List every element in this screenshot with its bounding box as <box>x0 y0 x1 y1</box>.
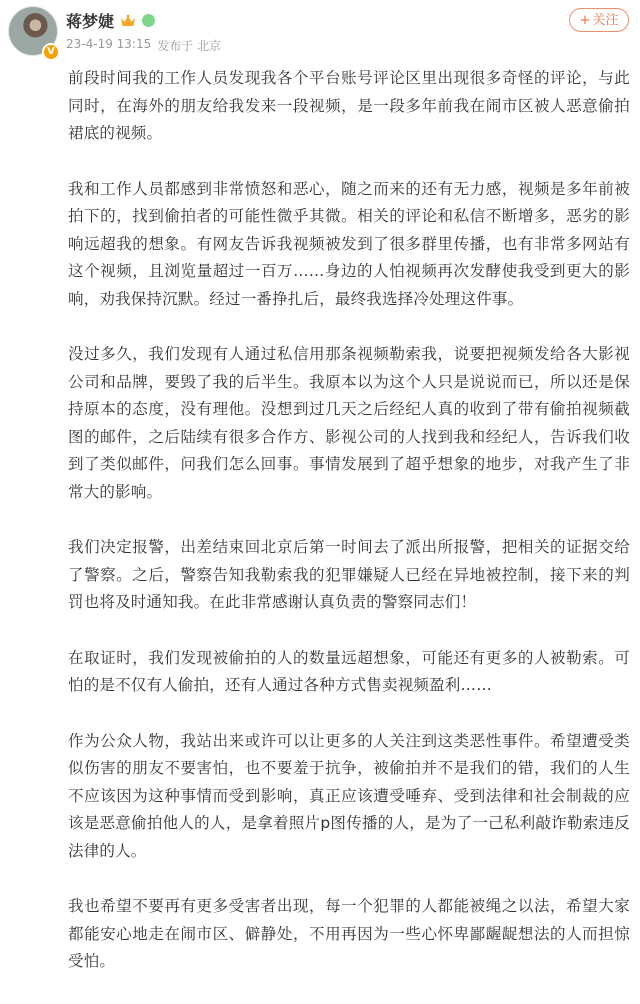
name-row <box>66 9 155 32</box>
post-date: 23-4-19 13:15 <box>66 37 152 51</box>
post-source: 发布于 北京 <box>157 39 222 53</box>
follow-button[interactable] <box>569 8 629 32</box>
verified-badge-icon: V <box>42 43 60 61</box>
post-meta <box>66 37 221 54</box>
post-paragraph: 没过多久，我们发现有人通过私信用那条视频勒索我，说要把视频发给各大影视公司和品牌，要毁了我的后半生。我原本以为这个人只是说说而已，所以还是保持原本的态度，没有理他。没想到过几天之后经纪人真的收到了带有偷拍视频截图的邮件，之后陆续有很多合作方、影视公司的人找到我和经纪人，告诉我们收到了类似邮件，问我们怎么回事。事情发展到了超乎想象的地步，对我产生了非常大的影响。 <box>68 345 630 501</box>
post-content <box>68 65 630 1004</box>
post-paragraph: 我也希望不要再有更多受害者出现，每一个犯罪的人都能被绳之以法，希望大家都能安心地走在闹市区、僻静处，不用再因为一些心怀卑鄙龌龊想法的人而担惊受怕。 <box>68 897 630 970</box>
status-icon <box>142 14 155 27</box>
user-name[interactable]: 蒋梦婕 <box>66 12 115 31</box>
post-paragraph: 我们决定报警，出差结束回北京后第一时间去了派出所报警，把相关的证据交给了警察。之后，警察告知我勒索我的犯罪嫌疑人已经在异地被控制，接下来的判罚也将及时通知我。在此非常感谢认真负责的警察同志们！ <box>68 538 630 611</box>
follow-label: 关注 <box>592 13 619 28</box>
plus-icon: + <box>579 13 591 28</box>
post-paragraph: 我和工作人员都感到非常愤怒和恶心，随之而来的还有无力感，视频是多年前被拍下的，找到偷拍者的可能性微乎其微。相关的评论和私信不断增多，恶劣的影响远超我的想象。有网友告诉我视频被发到了很多群里传播，也有非常多网站有这个视频，且浏览量超过一百万……身边的人怕视频再次发酵使我受到更大的影响，劝我保持沉默。经过一番挣扎后，最终我选择冷处理这件事。 <box>68 179 630 308</box>
post-paragraph: 在取证时，我们发现被偷拍的人的数量远超想象，可能还有更多的人被勒索。可怕的是不仅有人偷拍，还有人通过各种方式售卖视频盈利…… <box>68 648 630 694</box>
crown-icon <box>120 14 136 28</box>
post-paragraph: 前段时间我的工作人员发现我各个平台账号评论区里出现很多奇怪的评论，与此同时，在海外的朋友给我发来一段视频，是一段多年前我在闹市区被人恶意偷拍裙底的视频。 <box>68 69 630 142</box>
post-paragraph: 作为公众人物，我站出来或许可以让更多的人关注到这类恶性事件。希望遭受类似伤害的朋友不要害怕，也不要羞于抗争，被偷拍并不是我们的错，我们的人生不应该因为这种事情而受到影响，真正应该遭受唾弃、受到法律和社会制裁的应该是恶意偷拍他人的人，是拿着照片p图传播的人，是为了一己私利敲诈勒索违反法律的人。 <box>68 731 630 860</box>
post-header <box>0 0 640 62</box>
